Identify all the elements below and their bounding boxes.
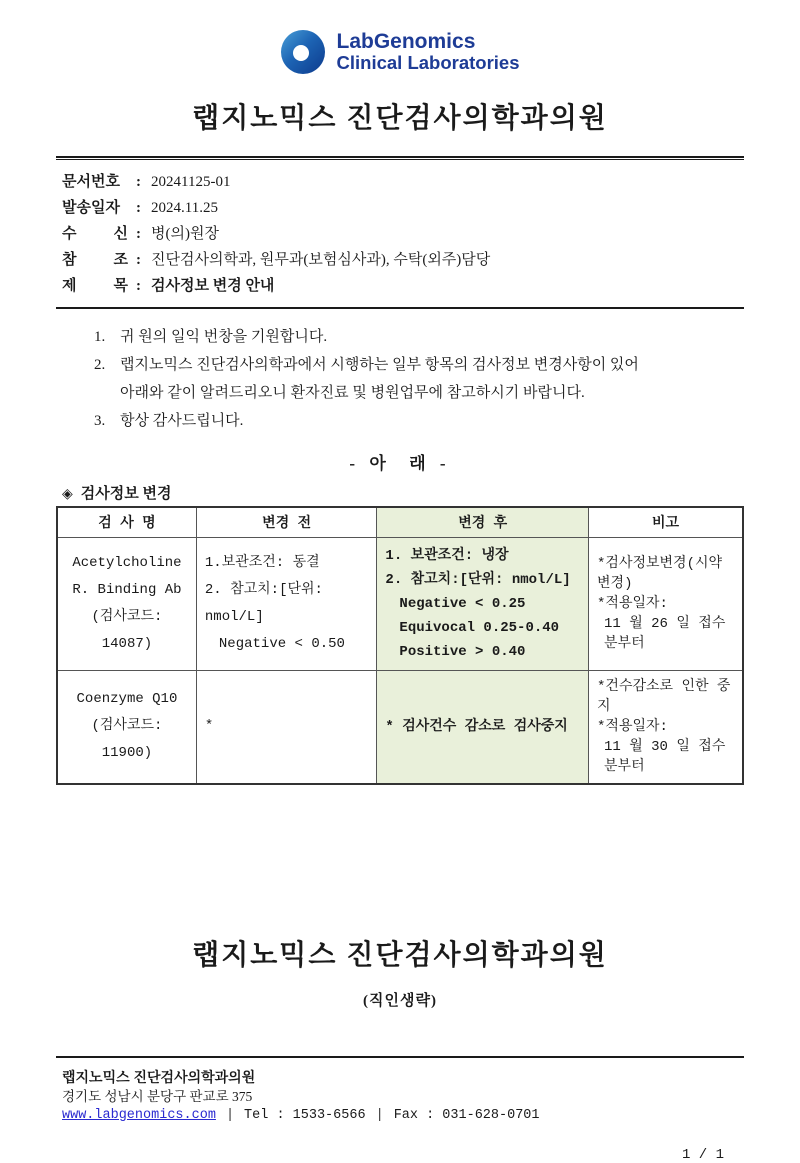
test-name-line: Coenzyme Q10 bbox=[76, 691, 178, 707]
logo-line2: Clinical Laboratories bbox=[336, 52, 520, 74]
below-marker: - 아 래 - bbox=[349, 454, 451, 473]
body-item-number: 3. bbox=[94, 413, 106, 429]
test-name-line: R. Binding Ab bbox=[72, 581, 182, 598]
after-line: * 검사건수 감소로 검사중지 bbox=[385, 718, 568, 735]
cell-note bbox=[589, 670, 743, 784]
body-line: 랩지노믹스 진단검사의학과에서 시행하는 일부 항목의 검사정보 변경사항이 있어 bbox=[120, 357, 639, 373]
note-line: 11 월 30 일 접수분부터 bbox=[604, 738, 726, 775]
after-line: Negative < 0.25 bbox=[399, 595, 526, 612]
test-change-table bbox=[56, 506, 744, 785]
cell-before-change bbox=[196, 670, 377, 784]
signature-org-name: 랩지노믹스 진단검사의학과의원 bbox=[192, 939, 608, 971]
test-code: (검사코드: 14087) bbox=[91, 608, 163, 652]
footer-fax: Fax : 031-628-0701 bbox=[393, 1107, 540, 1123]
footer-address: 경기도 성남시 분당구 판교로 375 bbox=[62, 1088, 253, 1104]
after-line: 1. 보관조건: 냉장 bbox=[385, 547, 509, 564]
info-colon: : bbox=[136, 226, 141, 242]
cell-note bbox=[589, 537, 743, 670]
footer bbox=[56, 1067, 744, 1125]
body-item-3 bbox=[94, 407, 744, 435]
table-row bbox=[57, 537, 743, 670]
website-link[interactable]: www.labgenomics.com bbox=[62, 1107, 216, 1123]
document-info bbox=[56, 170, 744, 300]
title-divider bbox=[56, 156, 744, 160]
test-name-line: Acetylcholine bbox=[72, 554, 182, 571]
column-header-note: 비고 bbox=[589, 507, 743, 537]
cell-test-name bbox=[57, 537, 196, 670]
info-label: 참 조 bbox=[62, 252, 128, 268]
logo-line1: LabGenomics bbox=[336, 30, 476, 54]
note-line: *검사정보변경(시약변경) bbox=[597, 555, 723, 592]
body-line: 아래와 같이 알려드리오니 환자진료 및 병원업무에 참고하시기 바랍니다. bbox=[120, 385, 585, 401]
info-label: 제 목 bbox=[62, 278, 128, 294]
info-colon: : bbox=[136, 200, 141, 216]
body-text bbox=[56, 323, 744, 435]
footer-separator: | bbox=[225, 1107, 235, 1123]
before-line: 2. 참고치:[단위: nmol/L] bbox=[204, 581, 323, 625]
info-colon: : bbox=[136, 278, 141, 294]
footer-tel: Tel : 1533-6566 bbox=[244, 1107, 366, 1123]
cell-before-change bbox=[196, 537, 377, 670]
footer-contact-line bbox=[62, 1106, 744, 1125]
note-line: *건수감소로 인한 중지 bbox=[597, 678, 731, 715]
labgenomics-logo bbox=[56, 28, 744, 76]
info-row-recipient bbox=[62, 222, 738, 248]
body-item-number: 2. bbox=[94, 357, 106, 373]
labgenomics-logo-text bbox=[337, 31, 520, 72]
info-label: 수 신 bbox=[62, 226, 128, 242]
note-line: *적용일자: bbox=[597, 595, 668, 612]
info-value: 진단검사의학과, 원무과(보험심사과), 수탁(외주)담당 bbox=[151, 252, 491, 268]
info-row-cc bbox=[62, 248, 738, 274]
info-row-subject bbox=[62, 274, 738, 300]
info-colon: : bbox=[136, 252, 141, 268]
footer-org-name: 랩지노믹스 진단검사의학과의원 bbox=[62, 1068, 256, 1085]
test-code: (검사코드: 11900) bbox=[91, 718, 163, 761]
info-value: 20241125-01 bbox=[151, 174, 231, 190]
info-row-doc-number bbox=[62, 170, 738, 196]
before-line: Negative < 0.50 bbox=[218, 635, 345, 652]
info-value: 검사정보 변경 안내 bbox=[151, 278, 275, 294]
section-heading bbox=[56, 482, 744, 506]
info-value: 2024.11.25 bbox=[151, 200, 218, 216]
cell-after-change bbox=[377, 670, 589, 784]
seal-omitted-note: (직인생략) bbox=[363, 992, 437, 1009]
diamond-icon: ◈ bbox=[62, 487, 73, 502]
cell-after-change bbox=[377, 537, 589, 670]
page-number: 1 / 1 bbox=[681, 1146, 724, 1163]
body-line: 항상 감사드립니다. bbox=[120, 413, 244, 429]
column-header-test-name: 검 사 명 bbox=[57, 507, 196, 537]
info-divider bbox=[56, 307, 744, 309]
signature-block bbox=[56, 933, 744, 1010]
before-line: 1.보관조건: 동결 bbox=[204, 554, 320, 571]
after-line: Positive > 0.40 bbox=[399, 643, 526, 660]
info-label: 문서번호 bbox=[62, 174, 120, 190]
footer-separator: | bbox=[375, 1107, 384, 1123]
info-value: 병(의)원장 bbox=[151, 226, 219, 242]
body-item-1 bbox=[94, 323, 744, 351]
column-header-after: 변경 후 bbox=[377, 507, 589, 537]
info-colon: : bbox=[136, 174, 141, 190]
after-line: 2. 참고치:[단위: nmol/L] bbox=[385, 571, 571, 588]
cell-test-name bbox=[57, 670, 196, 784]
before-line: * bbox=[204, 718, 214, 734]
section-heading-label: 검사정보 변경 bbox=[80, 486, 172, 502]
body-item-number: 1. bbox=[94, 329, 106, 345]
info-label: 발송일자 bbox=[62, 200, 120, 216]
note-line: 11 월 26 일 접수분부터 bbox=[604, 615, 726, 652]
labgenomics-logo-icon bbox=[281, 30, 325, 74]
table-row bbox=[57, 670, 743, 784]
body-item-2 bbox=[94, 351, 744, 407]
info-row-send-date bbox=[62, 196, 738, 222]
body-line: 귀 원의 일익 번창을 기원합니다. bbox=[120, 329, 328, 345]
footer-divider bbox=[56, 1056, 744, 1058]
table-header-row bbox=[57, 507, 743, 537]
note-line: *적용일자: bbox=[597, 718, 668, 735]
document-title: 랩지노믹스 진단검사의학과의원 bbox=[192, 103, 608, 134]
after-line: Equivocal 0.25-0.40 bbox=[399, 619, 560, 636]
column-header-before: 변경 전 bbox=[196, 507, 377, 537]
